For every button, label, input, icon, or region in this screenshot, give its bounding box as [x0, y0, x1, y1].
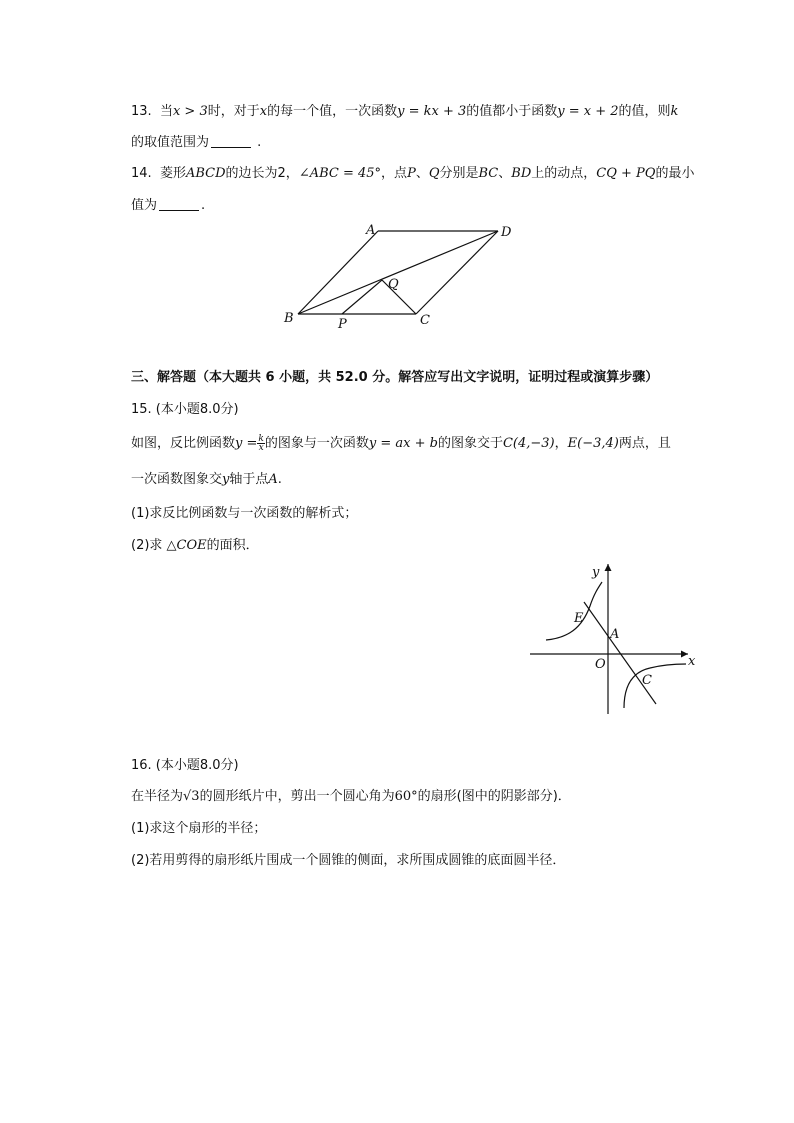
edge-ba	[298, 231, 378, 314]
q13-text: 的取值范围为	[131, 135, 210, 150]
q14-text: 的最小	[655, 166, 695, 181]
q14-number: 14.	[131, 166, 152, 181]
section-3-title	[131, 368, 658, 388]
q14-text: 值为	[131, 198, 158, 213]
diagonal-bd	[298, 231, 498, 314]
q15-line1	[131, 434, 671, 454]
q14-angle: ∠ABC = 45°	[298, 166, 382, 181]
rhombus-figure	[282, 220, 522, 330]
fraction-numerator: k	[258, 434, 264, 444]
label-a: A	[366, 223, 376, 238]
label-x: x	[688, 654, 696, 669]
label-o: O	[595, 657, 606, 672]
q15-inverse-lhs: y =	[235, 436, 258, 451]
q16-text: 的圆形纸片中，剪出一个圆心角为	[199, 789, 395, 804]
q16-part2: (2)若用剪得的扇形纸片围成一个圆锥的侧面，求所围成圆锥的底面圆半径．	[131, 853, 566, 868]
q13-line1	[131, 102, 678, 122]
q15-linear: y = ax + b	[368, 436, 438, 451]
q15-point-a: A	[268, 472, 278, 487]
q15-part2	[131, 536, 259, 556]
label-y: y	[592, 565, 600, 580]
q14-text: .	[201, 198, 206, 213]
q14-shape: ABCD	[185, 166, 226, 181]
q16-line1	[131, 787, 571, 807]
q14-text: 菱形	[159, 166, 186, 181]
q13-var-x: x	[259, 104, 268, 119]
section-text: 三、解答题（本大题共	[131, 370, 266, 385]
section-text: 分。解答应写出文字说明，证明过程或演算步骤）	[367, 370, 659, 385]
q13-text: 的每一个值，一次函数	[267, 104, 398, 119]
q14-line2	[131, 196, 205, 216]
q13-text: 的值，则	[618, 104, 671, 119]
q16-part1: (1)求这个扇形的半径；	[131, 821, 267, 836]
q13-condition: x > 3	[172, 104, 208, 119]
q16-sqrt: √3	[183, 789, 200, 804]
q15-text: 的面积．	[206, 538, 259, 553]
q15-triangle: COE	[176, 538, 207, 553]
section-points: 52.0	[335, 370, 368, 385]
q15-text: 轴于点	[229, 472, 269, 487]
q15-part1: (1)求反比例函数与一次函数的解析式；	[131, 506, 358, 521]
label-b: B	[284, 311, 294, 326]
q13-line2	[131, 133, 261, 153]
q14-text: ，点	[381, 166, 408, 181]
q15-var-y: y	[222, 472, 230, 487]
answer-blank	[159, 198, 199, 211]
fraction-denominator: x	[258, 443, 264, 453]
segment-pq	[342, 280, 382, 314]
q13-text: 时，对于	[207, 104, 260, 119]
q14-var: P	[407, 166, 416, 181]
q16-text: 的扇形(图中的阴影部分)．	[417, 789, 571, 804]
label-c: C	[642, 673, 652, 688]
q14-text: 、	[498, 166, 512, 181]
q13-function-1: y = kx + 3	[397, 104, 467, 119]
label-c: C	[420, 313, 430, 328]
q14-text: 的边长为2，	[225, 166, 299, 181]
q15-text: 如图，反比例函数	[131, 436, 236, 451]
section-text: 小题，共	[274, 370, 336, 385]
q13-function-2: y = x + 2	[557, 104, 619, 119]
q13-number: 13.	[131, 104, 152, 119]
function-graph-figure	[528, 558, 698, 718]
q14-text: 分别是	[439, 166, 479, 181]
q13-text: 当	[159, 104, 173, 119]
label-a: A	[610, 627, 620, 642]
q16-text: 在半径为	[131, 789, 184, 804]
q15-text: 两点，且	[618, 436, 671, 451]
q15-point-c: C(4,−3)	[502, 436, 555, 451]
hyperbola-branch-lower-right	[624, 664, 686, 708]
q15-header: 15. (本小题8.0分)	[131, 402, 239, 417]
q14-text: 、	[415, 166, 429, 181]
q14-line1	[131, 164, 694, 184]
q14-var: BC	[478, 166, 499, 181]
q15-text: 的图象与一次函数	[264, 436, 369, 451]
q15-point-e: E(−3,4)	[567, 436, 619, 451]
q16-header: 16. (本小题8.0分)	[131, 758, 239, 773]
q14-text: 上的动点，	[531, 166, 597, 181]
q15-text: .	[277, 472, 282, 487]
q15-text: ，	[554, 436, 568, 451]
label-e: E	[574, 611, 584, 626]
q15-text: 的图象交于	[437, 436, 503, 451]
q13-text: 的值都小于函数	[466, 104, 558, 119]
q14-var: BD	[511, 166, 532, 181]
q13-var-k: k	[670, 104, 679, 119]
linear-function-line	[584, 602, 656, 704]
label-p: P	[338, 317, 347, 332]
q16-angle: 60°	[394, 789, 418, 804]
q13-text: .	[257, 135, 262, 150]
q14-expression: CQ + PQ	[596, 166, 656, 181]
answer-blank	[211, 135, 251, 148]
q15-text: 一次函数图象交	[131, 472, 223, 487]
q14-var: Q	[428, 166, 440, 181]
q15-fraction	[257, 435, 264, 452]
q15-line2	[131, 470, 282, 490]
section-count: 6	[265, 370, 275, 385]
label-d: D	[501, 225, 512, 240]
label-q: Q	[388, 277, 399, 292]
edge-cd	[416, 231, 498, 314]
q15-text: (2)求 △	[131, 538, 177, 553]
